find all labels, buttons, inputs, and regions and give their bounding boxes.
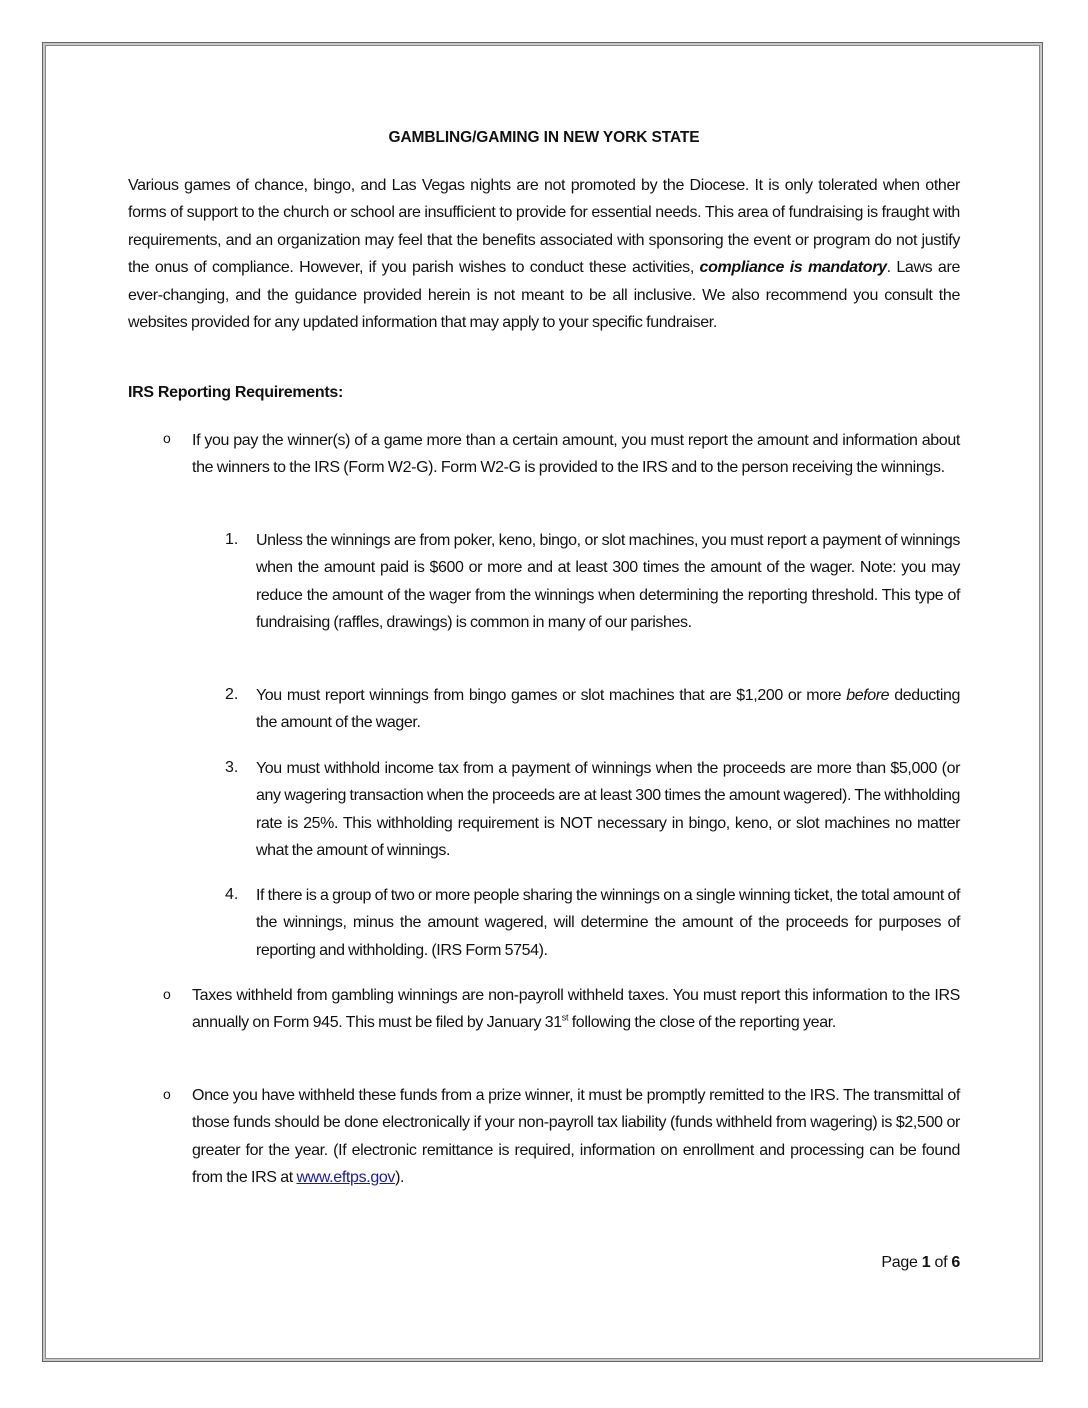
section-heading: IRS Reporting Requirements: [128, 384, 344, 401]
page-current: 1 [921, 1254, 931, 1271]
intro-text-2: . Laws are ever-changing, and the guidance provided herein is not meant to be all inclusive. We also recommend you consult the websites provided for any updated information that may apply to your specific fundraiser. [128, 259, 960, 332]
intro-paragraph [128, 172, 960, 336]
page-label: Page [881, 1254, 918, 1271]
document-title: GAMBLING/GAMING IN NEW YORK STATE [388, 129, 700, 146]
superscript-st: st [561, 1013, 569, 1024]
bullet-text-1: If you pay the winner(s) of a game more than a certain amount, you must report the amount and information about the winners to the IRS (Form W2-G). Form W2-G is provided to the IRS and to the person receiving the winnings. [192, 432, 960, 477]
bullet-text-2b: following the close of the reporting year. [568, 1014, 836, 1032]
bullet-text-3 [192, 1082, 960, 1192]
of-label: of [934, 1254, 948, 1271]
numbered-marker: 4. [225, 886, 239, 903]
bullet-text-2a: Taxes withheld from gambling winnings are non-payroll withheld taxes. You must report this information to the IRS annually on Form 945. This must be filed by January 31 [192, 987, 960, 1032]
page-number [881, 1254, 960, 1272]
bullet-text-3a: Once you have withheld these funds from a prize winner, it must be promptly remitted to the IRS. The transmittal of those funds should be done electronically if your non-payroll tax liability (funds withheld from wagering) is $2,500 or greater for the year. (If electronic remittance is required, information on enrollment and processing can be found from the IRS at [192, 1087, 960, 1187]
bullet-text-3b: ). [395, 1169, 405, 1187]
intro-text-1: Various games of chance, bingo, and Las Vegas nights are not promoted by the Diocese. It is only tolerated when other forms of support to the church or school are insufficient to provide for essential needs. This area of fundraising is fraught with requirements, and an organization may feel that the benefits associated with sponsoring the event or program do not justify the onus of compliance. However, if you parish wishes to conduct these activities, [128, 177, 960, 277]
numbered-text-2b: deducting the amount of the wager. [256, 687, 960, 732]
bullet-text-2 [192, 982, 960, 1037]
numbered-text-2 [256, 682, 960, 737]
numbered-text-4: If there is a group of two or more people sharing the winnings on a single winning ticket, the total amount of the winnings, minus the amount wagered, will determine the amount of the proceeds for purposes of reporting and withholding. (IRS Form 5754). [256, 887, 960, 959]
numbered-text-2a: You must report winnings from bingo games or slot machines that are $1,200 or more [256, 687, 847, 704]
intro-emphasis: compliance is mandatory [699, 259, 887, 277]
numbered-marker: 2. [225, 686, 239, 703]
bullet-marker: o [163, 1086, 171, 1102]
numbered-marker: 1. [225, 531, 239, 548]
numbered-text-2-italic: before [846, 687, 890, 704]
numbered-marker: 3. [225, 759, 239, 776]
bullet-marker: o [163, 986, 171, 1002]
page-total: 6 [951, 1254, 960, 1271]
bullet-marker: o [163, 430, 171, 446]
numbered-text-3: You must withhold income tax from a payment of winnings when the proceeds are more than $5,000 (or any wagering transaction when the proceeds are at least 300 times the amount wagered). The withholding rate is 25%. This withholding requirement is NOT necessary in bingo, keno, or slot machines no matter what the amount of winnings. [256, 760, 960, 860]
numbered-text-1: Unless the winnings are from poker, keno, bingo, or slot machines, you must report a payment of winnings when the amount paid is $600 or more and at least 300 times the amount of the wager. Note: you may reduce the amount of the wager from the winnings when determining the reporting threshold. This type of fundraising (raffles, drawings) is common in many of our parishes. [256, 532, 960, 632]
eftps-link[interactable]: www.eftps.gov [296, 1169, 396, 1187]
